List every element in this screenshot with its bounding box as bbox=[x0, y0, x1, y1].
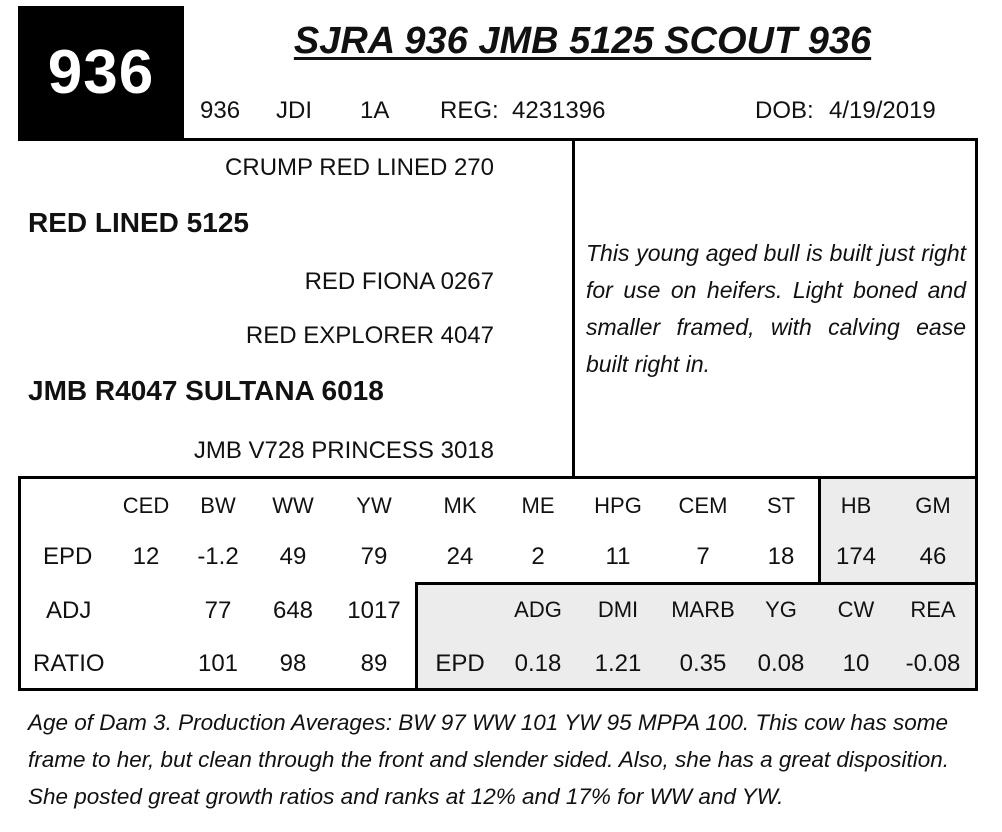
epd-cem: 7 bbox=[696, 543, 710, 570]
adj-yw: 1017 bbox=[347, 597, 401, 624]
hdr-mk: MK bbox=[443, 493, 477, 518]
epd-me: 2 bbox=[531, 543, 545, 570]
pedigree-divider bbox=[572, 140, 575, 478]
hdr-marb: MARB bbox=[671, 597, 735, 622]
hdr-hpg: HPG bbox=[594, 493, 642, 518]
dam-dam: JMB V728 PRINCESS 3018 bbox=[193, 437, 494, 464]
ratio-yw: 89 bbox=[360, 650, 388, 677]
hdr-dmi: DMI bbox=[597, 597, 639, 622]
hdr-ced: CED bbox=[122, 493, 170, 518]
class-code: 1A bbox=[360, 97, 390, 124]
epd-cw: 10 bbox=[842, 650, 870, 677]
lot-number: 936 bbox=[47, 38, 155, 107]
epd-ced: 12 bbox=[132, 543, 160, 570]
hdr-gm: GM bbox=[915, 493, 951, 518]
epd-marb: 0.35 bbox=[679, 650, 727, 677]
hdr-yw: YW bbox=[356, 493, 392, 518]
row-label-epd: EPD bbox=[43, 543, 93, 570]
hdr-ww: WW bbox=[272, 493, 314, 518]
lot-number-badge bbox=[18, 6, 184, 139]
row-label-ratio: RATIO bbox=[33, 650, 105, 677]
epd-yg: 0.08 bbox=[757, 650, 805, 677]
reg-number: 4231396 bbox=[512, 97, 606, 124]
hdr-cem: CEM bbox=[678, 493, 728, 518]
row-label-carcass-epd: EPD bbox=[435, 650, 485, 677]
sire-dam: RED FIONA 0267 bbox=[304, 268, 494, 295]
hdr-hb: HB bbox=[840, 493, 872, 518]
epd-yw: 79 bbox=[360, 543, 388, 570]
animal-title: SJRA 936 JMB 5125 SCOUT 936 bbox=[293, 20, 872, 62]
dob-value: 4/19/2019 bbox=[829, 97, 936, 124]
adj-bw: 77 bbox=[204, 597, 232, 624]
hdr-adg: ADG bbox=[514, 597, 562, 622]
dam-sire: RED EXPLORER 4047 bbox=[245, 322, 494, 349]
hdr-bw: BW bbox=[200, 493, 236, 518]
sire: RED LINED 5125 bbox=[28, 207, 249, 238]
bull-notes: This young aged bull is built just right for use on heifers. Light boned and smaller framed, with calving ease built right in. bbox=[586, 240, 966, 377]
epd-adg: 0.18 bbox=[514, 650, 562, 677]
breeder-code: JDI bbox=[276, 97, 312, 124]
epd-hb: 174 bbox=[835, 543, 877, 570]
hdr-me: ME bbox=[521, 493, 555, 518]
dam: JMB R4047 SULTANA 6018 bbox=[28, 375, 384, 406]
dam-notes: Age of Dam 3. Production Averages: BW 97 WW 101 YW 95 MPPA 100. This cow has some frame to her, but clean through the front and slender sided. Also, she has a great disposition. She posted great growth ratios and ranks at 12% and 17% for WW and YW. bbox=[28, 710, 949, 809]
epd-rea: -0.08 bbox=[905, 650, 961, 677]
epd-mk: 24 bbox=[446, 543, 474, 570]
sire-sire: CRUMP RED LINED 270 bbox=[225, 154, 494, 181]
reg-label: REG: bbox=[440, 97, 499, 124]
epd-bw: -1.2 bbox=[197, 543, 239, 570]
ratio-ww: 98 bbox=[279, 650, 307, 677]
epd-dmi: 1.21 bbox=[594, 650, 642, 677]
hdr-yg: YG bbox=[765, 597, 797, 622]
epd-st: 18 bbox=[767, 543, 795, 570]
epd-hpg: 11 bbox=[605, 543, 631, 570]
hdr-st: ST bbox=[766, 493, 796, 518]
hdr-rea: REA bbox=[910, 597, 956, 622]
tattoo: 936 bbox=[200, 97, 241, 124]
row-label-adj: ADJ bbox=[46, 597, 92, 624]
epd-gm: 46 bbox=[919, 543, 947, 570]
ratio-bw: 101 bbox=[197, 650, 239, 677]
hdr-cw: CW bbox=[837, 597, 875, 622]
epd-ww: 49 bbox=[279, 543, 307, 570]
adj-ww: 648 bbox=[272, 597, 314, 624]
dob-label: DOB: bbox=[755, 97, 814, 124]
